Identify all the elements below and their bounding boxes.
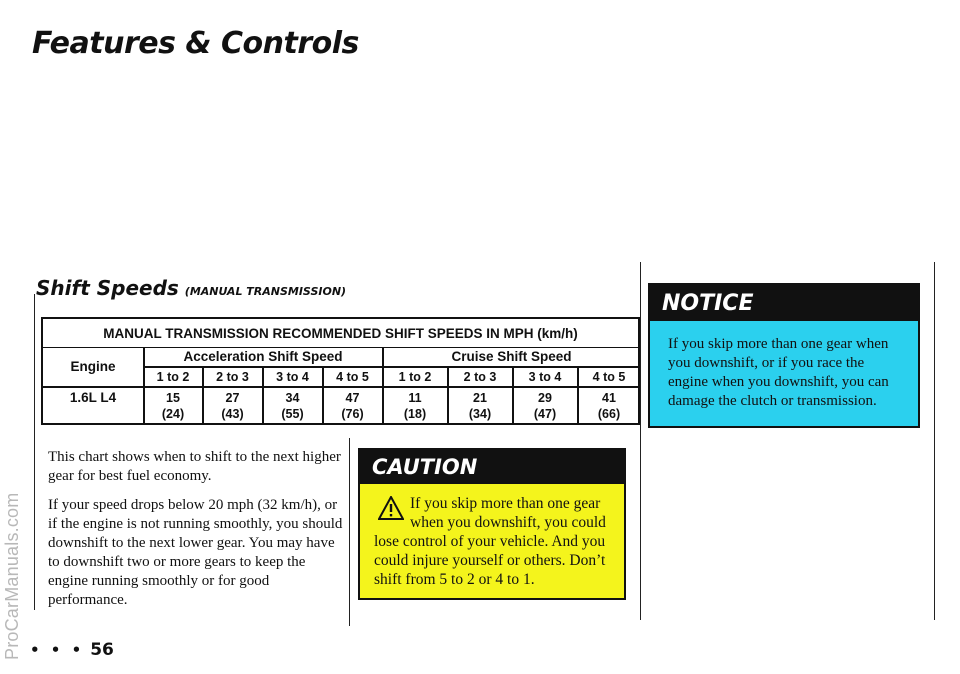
table-cell xyxy=(144,388,202,424)
caution-box xyxy=(358,448,626,600)
kmh-value: (55) xyxy=(281,407,304,421)
column-header: 1 to 2 xyxy=(156,369,190,384)
section-title xyxy=(36,276,346,300)
acceleration-group-header: Acceleration Shift Speed xyxy=(183,348,343,364)
shift-speed-table xyxy=(41,317,640,425)
table-cell xyxy=(578,388,640,424)
table-cell xyxy=(513,388,577,424)
engine-cell: 1.6L L4 xyxy=(69,390,117,405)
cruise-group-header: Cruise Shift Speed xyxy=(451,348,572,364)
table-cell xyxy=(323,388,382,424)
caution-title: CAUTION xyxy=(360,450,624,484)
right-column-rule-b xyxy=(934,262,935,620)
page-heading: Features & Controls xyxy=(32,26,359,61)
mph-value: 11 xyxy=(408,391,422,405)
kmh-value: (24) xyxy=(161,407,185,421)
side-watermark: ProCarManuals.com xyxy=(2,492,22,660)
page-number xyxy=(30,640,114,660)
kmh-value: (43) xyxy=(221,407,244,421)
right-column-rule-a xyxy=(640,262,641,620)
caution-text: If you skip more than one gear when you downshift, you could lose control of your vehicle. And you could injure yourself or others. Don’t shift from 5 to 2 or 4 to 1. xyxy=(374,495,606,588)
body-paragraph: This chart shows when to shift to the next higher gear for best fuel economy. xyxy=(48,449,341,484)
section-title-subtitle: (MANUAL TRANSMISSION) xyxy=(184,285,347,298)
notice-text: If you skip more than one gear when you downshift, or if you race the engine when you downshift, you can damage the clutch or transmission. xyxy=(668,336,889,409)
table-caption: MANUAL TRANSMISSION RECOMMENDED SHIFT SPEEDS IN MPH (km/h) xyxy=(43,319,638,348)
column-header: 2 to 3 xyxy=(216,369,249,384)
mph-value: 27 xyxy=(225,391,240,405)
middle-column-rule xyxy=(349,438,350,626)
caution-text-block xyxy=(374,494,614,589)
body-text xyxy=(48,448,343,620)
page-number-value: 56 xyxy=(90,640,114,660)
table-cell xyxy=(203,388,262,424)
page-number-dots: • • • xyxy=(30,641,85,659)
mph-value: 15 xyxy=(166,391,180,405)
mph-value: 34 xyxy=(285,391,300,405)
mph-value: 41 xyxy=(602,391,616,405)
column-header: 2 to 3 xyxy=(463,369,497,384)
section-title-main: Shift Speeds xyxy=(36,276,179,300)
body-paragraph: If your speed drops below 20 mph (32 km/h), or if the engine is not running smoothly, you should downshift to the next lower gear. You may have to downshift two or more gears to keep the engine running smoothly or for good performance. xyxy=(48,497,343,608)
table-cell xyxy=(448,388,512,424)
mph-value: 47 xyxy=(345,391,360,405)
warning-triangle-icon xyxy=(378,496,404,520)
kmh-value: (66) xyxy=(597,407,621,421)
engine-header: Engine xyxy=(70,358,116,374)
table-cell xyxy=(383,388,447,424)
notice-title: NOTICE xyxy=(650,285,918,321)
mph-value: 21 xyxy=(473,391,487,405)
kmh-value: (76) xyxy=(341,407,364,421)
notice-box xyxy=(648,283,920,428)
column-header: 4 to 5 xyxy=(336,369,369,384)
column-header: 4 to 5 xyxy=(592,369,626,384)
column-header: 3 to 4 xyxy=(276,369,309,384)
kmh-value: (18) xyxy=(403,407,427,421)
kmh-value: (47) xyxy=(533,407,557,421)
kmh-value: (34) xyxy=(468,407,492,421)
column-header: 1 to 2 xyxy=(398,369,432,384)
table-cell xyxy=(263,388,322,424)
left-column-rule xyxy=(34,294,35,610)
column-header: 3 to 4 xyxy=(528,369,562,384)
mph-value: 29 xyxy=(538,391,552,405)
